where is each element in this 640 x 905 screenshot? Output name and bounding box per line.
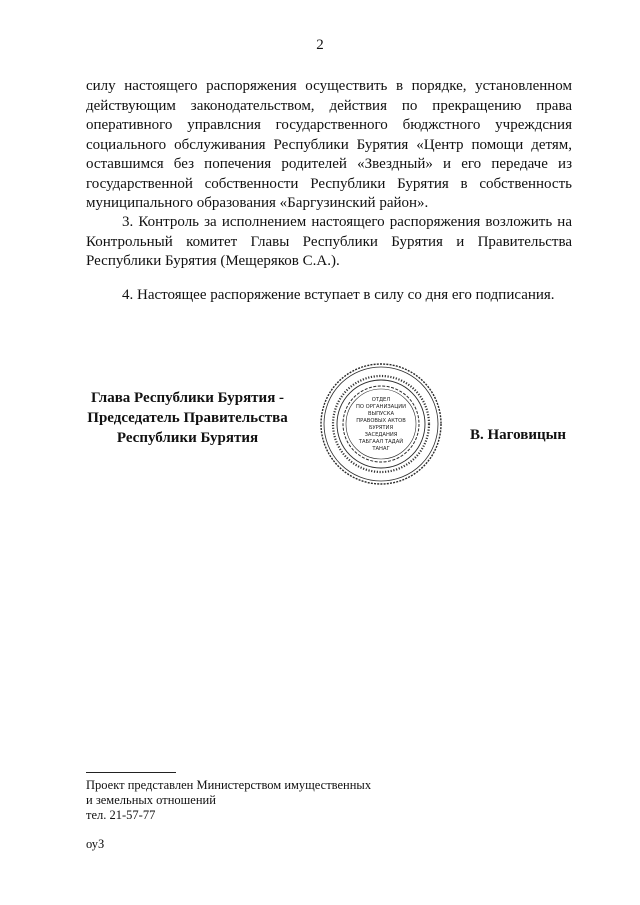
paragraph-item-3: 3. Контроль за исполнением настоящего распоряжения возложить на Контрольный комитет Главы Республики Бурятия и Правительства Республики Бурятия (Мещеряков С.А.).: [86, 214, 572, 269]
footnote-line-2: и земельных отношений: [86, 793, 216, 807]
signatory-title-line-2: Председатель Правительства: [87, 410, 288, 426]
official-seal-stamp: [318, 361, 444, 487]
seal-line-1: ОТДЕЛ: [371, 397, 391, 403]
seal-line-5: БУРЯТИЯ: [368, 425, 394, 431]
footnote: [86, 778, 371, 823]
paragraph-continuation: силу настоящего распоряжения осуществить в порядке, установленном действующим законодательством, действия по прекращению права оперативного управлсния государственного бюджстного учреждсния социального обслуживания Республики Бурятия «Центр помощи детям, оставшимся без попечения родителей «Звездный» и его передаче из государственной собственности Республики Бурятия в собственность муниципального образования «Баргузинский район».: [86, 78, 572, 211]
footnote-line-1: Проект представлен Министерством имущественных: [86, 778, 372, 792]
footnote-divider: [86, 772, 176, 773]
seal-line-7: ТАБГААЛ ТАДАЙ: [358, 439, 404, 445]
seal-line-2: ПО ОРГАНИЗАЦИИ: [355, 404, 407, 410]
seal-line-6: ЗАСЕДАНИЯ: [364, 432, 398, 438]
seal-line-4: ПРАВОВЫХ АКТОВ: [356, 418, 406, 424]
seal-line-8: ТАНАГ: [372, 446, 390, 452]
page-number: 2: [316, 37, 324, 53]
signatory-title: [80, 388, 295, 448]
seal-line-3: ВЫПУСКА: [367, 411, 395, 417]
document-code: оуЗ: [86, 837, 105, 851]
signatory-name: В. Наговицын: [470, 427, 566, 443]
signatory-title-line-3: Республики Бурятия: [116, 430, 259, 446]
footnote-line-3: тел. 21-57-77: [86, 808, 156, 822]
paragraph-item-4: 4. Настоящее распоряжение вступает в силу со дня его подписания.: [122, 287, 555, 303]
signatory-title-line-1: Глава Республики Бурятия -: [90, 390, 285, 406]
